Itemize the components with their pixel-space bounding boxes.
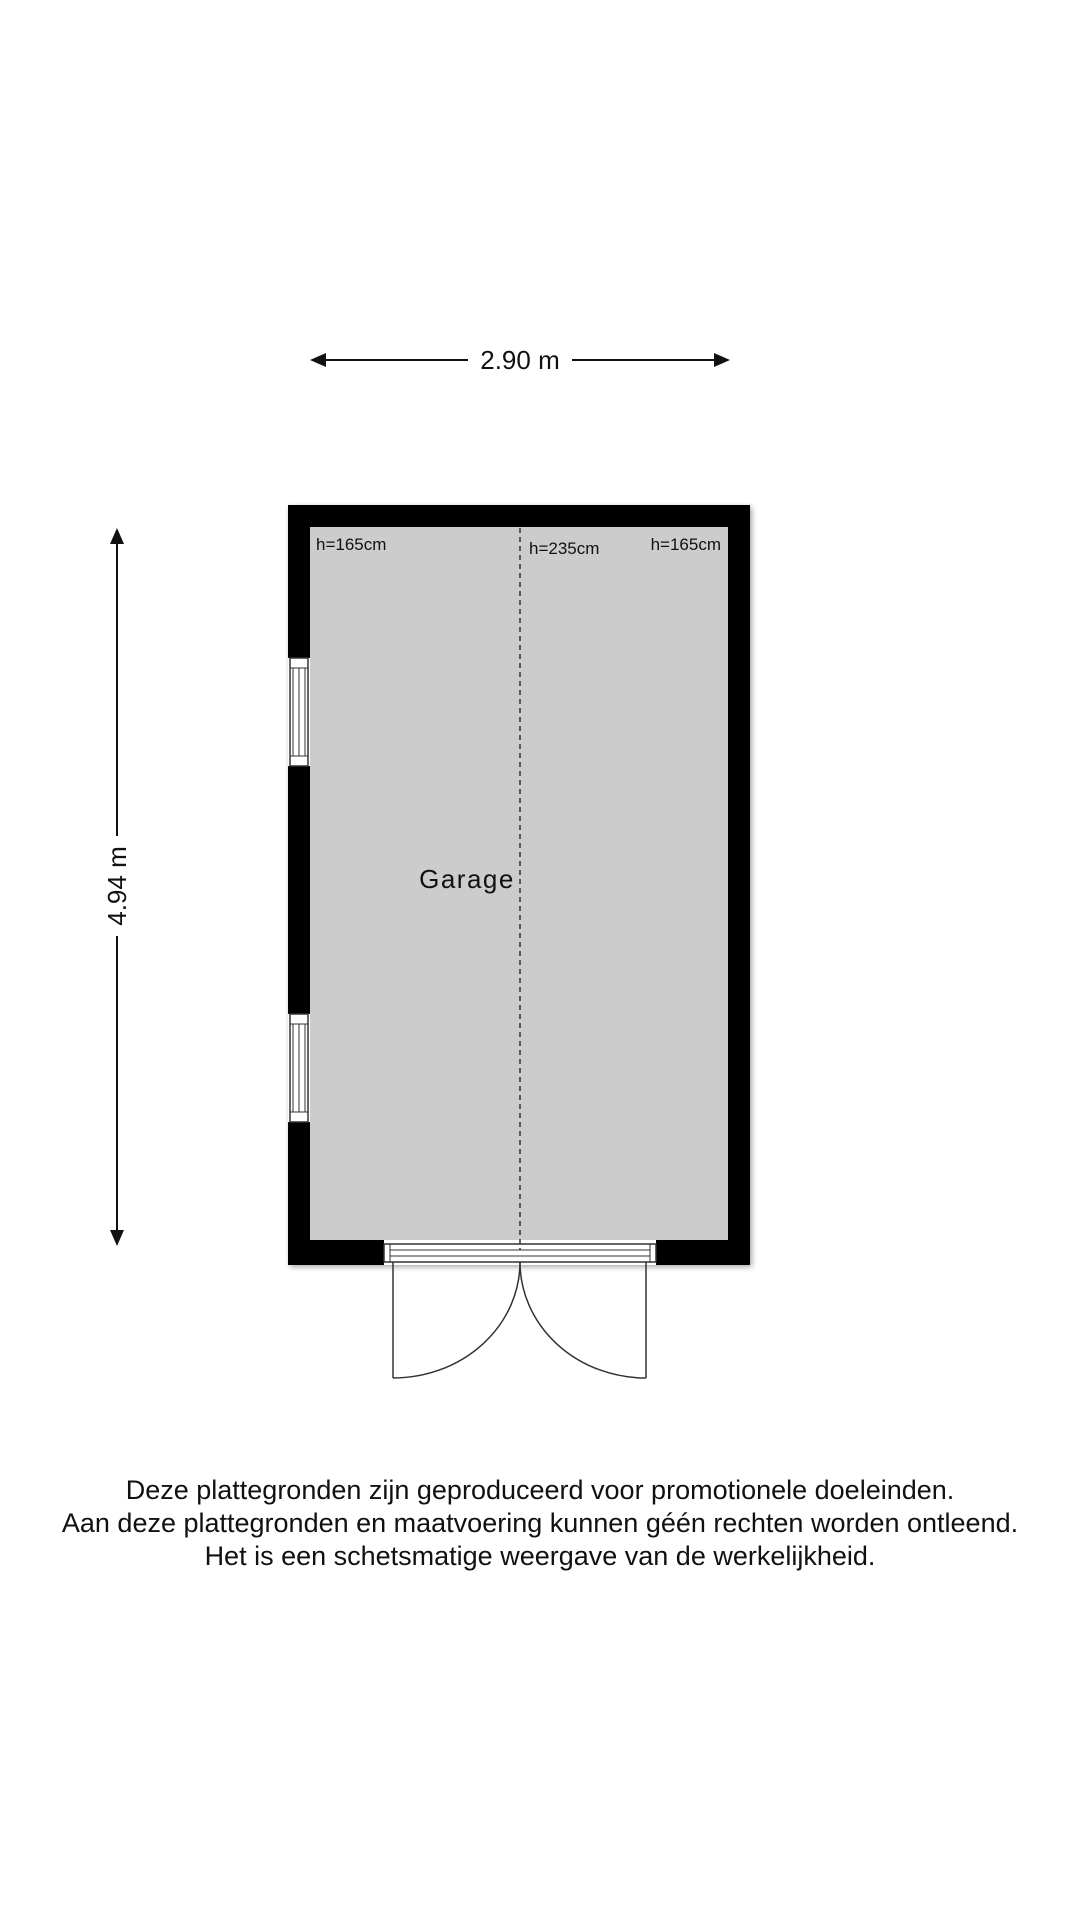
disclaimer [0, 1474, 1080, 1573]
ceiling-height-center: h=235cm [529, 539, 600, 558]
depth-dimension [102, 528, 132, 1246]
disclaimer-line: Aan deze plattegronden en maatvoering kunnen géén rechten worden ontleend. [61, 1508, 1019, 1538]
door-swing-left [393, 1262, 520, 1378]
window-lower [288, 1014, 310, 1122]
disclaimer-line: Deze plattegronden zijn geproduceerd voor promotionele doeleinden. [125, 1475, 955, 1505]
disclaimer-line: Het is een schetsmatige weergave van de werkelijkheid. [204, 1541, 876, 1571]
depth-dimension-label: 4.94 m [102, 846, 132, 926]
width-dimension-label: 2.90 m [480, 345, 560, 375]
arrow-up-icon [110, 528, 124, 544]
arrow-down-icon [110, 1230, 124, 1246]
double-door [384, 1240, 656, 1378]
ceiling-height-right: h=165cm [650, 535, 721, 554]
window-upper [288, 658, 310, 766]
garage-floor [310, 527, 728, 1240]
door-swing-right [520, 1262, 646, 1378]
arrow-left-icon [310, 353, 326, 367]
width-dimension [310, 345, 730, 375]
arrow-right-icon [714, 353, 730, 367]
room-label: Garage [419, 864, 515, 894]
ceiling-height-left: h=165cm [316, 535, 387, 554]
